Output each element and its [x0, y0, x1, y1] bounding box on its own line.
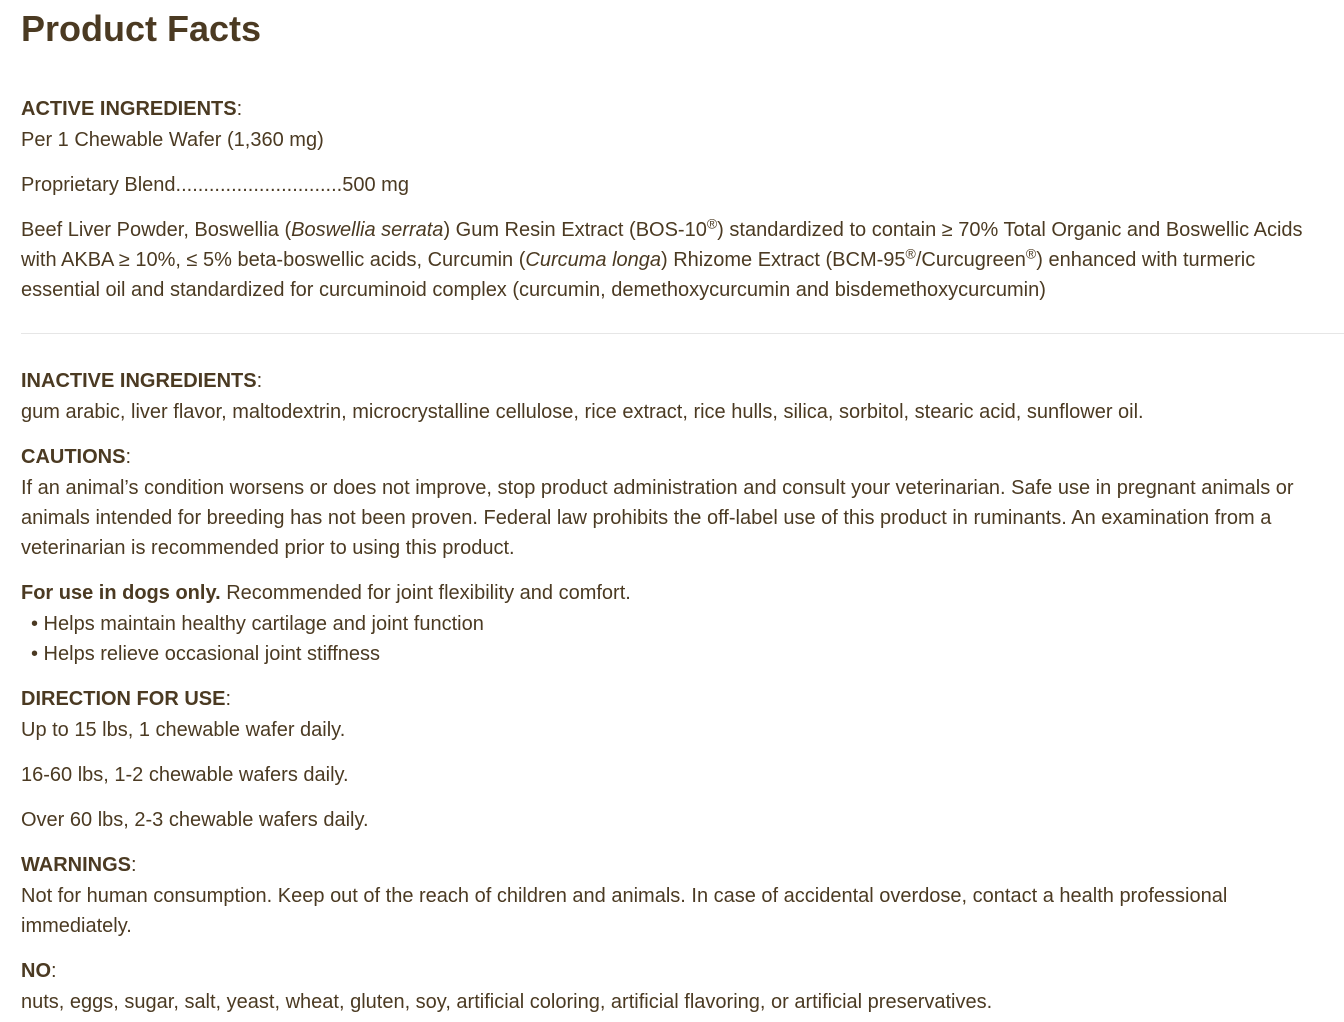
desc-text: ) enhanced with turmeric essential oil and standardized for curcuminoid complex (curcumin, demethoxycurcumin and bisdemethoxycurcumin) [21, 249, 1256, 301]
desc-text: ) Gum Resin Extract (BOS-10 [443, 219, 707, 241]
heading-colon: : [225, 688, 232, 710]
serving-size: Per 1 Chewable Wafer (1,360 mg) [21, 129, 324, 151]
warnings-text: Not for human consumption. Keep out of the reach of children and animals. In case of accidental overdose, contact a health professional immediately. [21, 885, 1228, 937]
registered-mark: ® [905, 245, 916, 262]
for-use-bold: For use in dogs only. [21, 582, 221, 604]
inactive-ingredients-heading-label: INACTIVE INGREDIENTS [21, 370, 257, 392]
cautions-text: If an animal’s condition worsens or does not improve, stop product administration and consult your veterinarian. Safe use in pregnant animals or animals intended for breeding has not been proven. Federal law prohibits the off-label use of this product in ruminants. An examination from a veterinarian is recommended prior to using this product. [21, 477, 1294, 559]
heading-colon: : [125, 446, 132, 468]
benefit-bullet: • Helps relieve occasional joint stiffness [31, 643, 381, 665]
registered-mark: ® [1025, 245, 1037, 262]
desc-text: Beef Liver Powder, Boswellia ( [21, 219, 292, 241]
heading-colon: : [256, 370, 263, 392]
benefit-bullet: • Helps maintain healthy cartilage and joint function [31, 613, 484, 635]
cautions-heading-label: CAUTIONS [21, 446, 126, 468]
direction-line: 16-60 lbs, 1-2 chewable wafers daily. [21, 764, 349, 786]
heading-colon: : [51, 960, 57, 982]
desc-italic-curcuma: Curcuma longa [525, 249, 662, 271]
active-ingredients-heading-label: ACTIVE INGREDIENTS [21, 98, 237, 120]
direction-line: Over 60 lbs, 2-3 chewable wafers daily. [21, 809, 369, 831]
desc-text: ) Rhizome Extract (BCM-95 [661, 249, 906, 271]
inactive-ingredients-text: gum arabic, liver flavor, maltodextrin, microcrystalline cellulose, rice extract, rice hulls, silica, sorbitol, stearic acid, sunflower oil. [21, 401, 1144, 423]
desc-text: ) standardized to contain ≥ 70% Total Organic and Boswellic Acids with AKBA ≥ 10%, ≤ 5% beta-boswellic acids, Curcumin ( [21, 219, 1303, 271]
for-use-text: Recommended for joint flexibility and comfort. [220, 582, 631, 604]
warnings-heading [21, 850, 137, 880]
desc-text: /Curcugreen [915, 249, 1026, 271]
heading-colon: : [236, 98, 243, 120]
active-ingredients-heading [21, 94, 242, 124]
directions-heading [21, 684, 231, 714]
inactive-ingredients-heading [21, 366, 262, 396]
no-heading [21, 956, 57, 986]
directions-heading-label: DIRECTION FOR USE [21, 688, 226, 710]
blend-dots: .............................. [175, 174, 343, 196]
cautions-heading [21, 442, 131, 472]
registered-mark: ® [706, 215, 718, 232]
desc-italic-boswellia: Boswellia serrata [291, 219, 444, 241]
active-ingredients-description [21, 215, 1321, 305]
section-divider [21, 333, 1344, 334]
no-heading-label: NO [21, 960, 51, 982]
heading-colon: : [131, 854, 137, 876]
for-use-line [21, 578, 631, 608]
warnings-heading-label: WARNINGS [21, 854, 131, 876]
proprietary-blend-line [21, 170, 409, 200]
blend-amount: 500 mg [342, 174, 409, 196]
no-text: nuts, eggs, sugar, salt, yeast, wheat, gluten, soy, artificial coloring, artificial flavoring, or artificial preservatives. [21, 991, 993, 1013]
direction-line: Up to 15 lbs, 1 chewable wafer daily. [21, 719, 346, 741]
blend-name: Proprietary Blend [21, 174, 176, 196]
page-title: Product Facts [21, 8, 262, 49]
